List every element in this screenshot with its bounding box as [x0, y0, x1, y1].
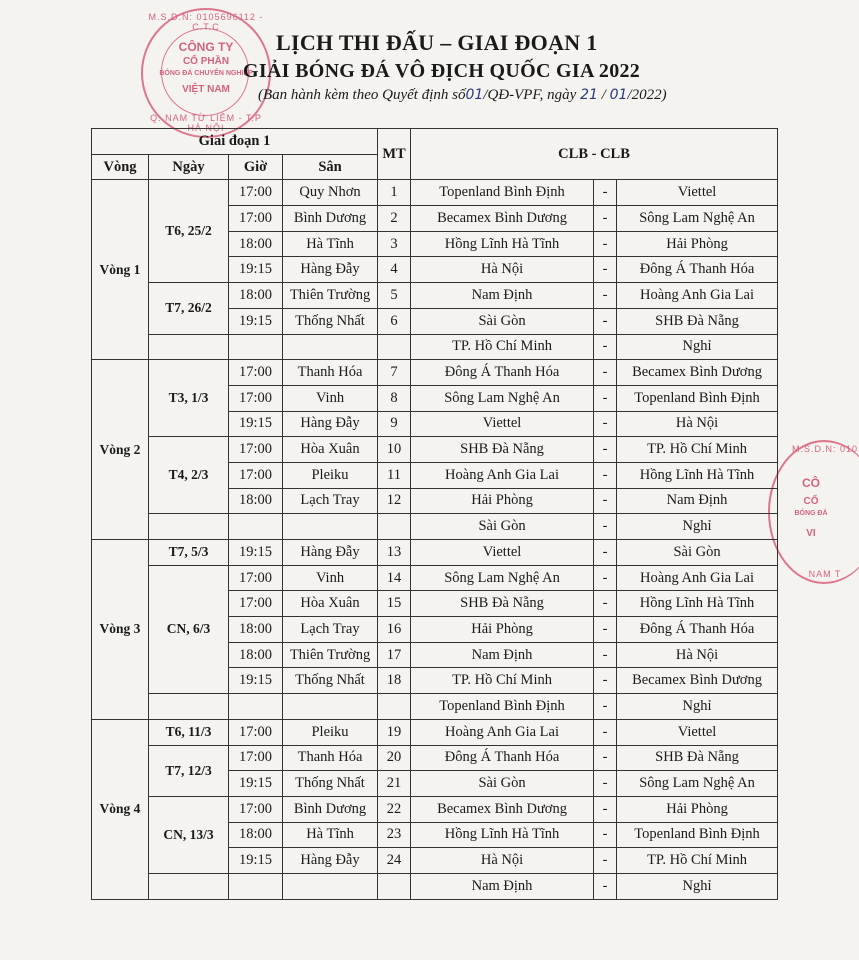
note-separator: /: [597, 87, 610, 103]
match-number: 17: [378, 642, 411, 668]
table-row: [92, 745, 778, 771]
away-team: Topenland Bình Định: [617, 822, 778, 848]
home-team: Sài Gòn: [411, 771, 594, 797]
match-venue: Vinh: [283, 385, 378, 411]
match-time: 18:00: [229, 283, 283, 309]
away-team: Hà Nội: [617, 411, 778, 437]
seal-line-4: VIỆT NAM: [182, 84, 230, 95]
bye-status: Nghỉ: [617, 694, 778, 720]
match-venue: Lạch Tray: [283, 488, 378, 514]
note-prefix: (Ban hành kèm theo Quyết định số: [258, 87, 466, 103]
seal-ring-bottom: Q. NAM TỪ LIÊM - T.P HÀ NỘI: [150, 113, 262, 133]
match-time: 18:00: [229, 231, 283, 257]
match-number: 2: [378, 206, 411, 232]
away-team: Nam Định: [617, 488, 778, 514]
vs-dash: -: [594, 231, 617, 257]
side-seal-ring-bottom: NAM T: [808, 569, 842, 579]
bye-empty-date: [149, 514, 229, 540]
match-date: T4, 2/3: [149, 437, 229, 514]
match-number: 18: [378, 668, 411, 694]
table-row: [92, 565, 778, 591]
bye-empty-mt: [378, 873, 411, 899]
seal-line-3: BÓNG ĐÁ CHUYÊN NGHIỆP: [159, 70, 253, 77]
schedule-table: [91, 128, 778, 900]
note-number-handwritten: 01: [465, 87, 484, 103]
match-time: 17:00: [229, 462, 283, 488]
away-team: Becamex Bình Dương: [617, 668, 778, 694]
match-venue: Bình Dương: [283, 796, 378, 822]
vs-dash: -: [594, 360, 617, 386]
match-number: 11: [378, 462, 411, 488]
home-team: Sông Lam Nghệ An: [411, 385, 594, 411]
note-suffix: /2022): [627, 87, 667, 103]
bye-empty-time: [229, 873, 283, 899]
match-number: 6: [378, 308, 411, 334]
bye-empty-venue: [283, 514, 378, 540]
match-time: 18:00: [229, 617, 283, 643]
match-date: T7, 5/3: [149, 540, 229, 566]
match-venue: Thiên Trường: [283, 642, 378, 668]
side-seal-line-1: CÔ: [802, 476, 820, 490]
home-team: Becamex Bình Dương: [411, 206, 594, 232]
note-day-handwritten: 21: [580, 87, 598, 103]
match-venue: Hàng Đẫy: [283, 411, 378, 437]
match-number: 4: [378, 257, 411, 283]
home-team: Becamex Bình Dương: [411, 796, 594, 822]
match-number: 3: [378, 231, 411, 257]
match-venue: Pleiku: [283, 719, 378, 745]
vs-dash: -: [594, 719, 617, 745]
home-team: Hải Phòng: [411, 617, 594, 643]
bye-empty-mt: [378, 514, 411, 540]
vs-dash: -: [594, 334, 617, 360]
match-number: 5: [378, 283, 411, 309]
table-row: [92, 180, 778, 206]
table-header: [92, 129, 778, 180]
match-number: 1: [378, 180, 411, 206]
away-team: Topenland Bình Định: [617, 385, 778, 411]
vs-dash: -: [594, 462, 617, 488]
vs-dash: -: [594, 514, 617, 540]
vs-dash: -: [594, 642, 617, 668]
home-team: Hải Phòng: [411, 488, 594, 514]
away-team: Đông Á Thanh Hóa: [617, 617, 778, 643]
away-team: Đông Á Thanh Hóa: [617, 257, 778, 283]
home-team: Hà Nội: [411, 257, 594, 283]
bye-empty-venue: [283, 334, 378, 360]
vong-header: Vòng: [92, 154, 149, 180]
match-time: 19:15: [229, 257, 283, 283]
bye-empty-date: [149, 334, 229, 360]
match-venue: Hòa Xuân: [283, 437, 378, 463]
san-header: Sân: [283, 154, 378, 180]
home-team: SHB Đà Nẵng: [411, 437, 594, 463]
side-seal-stamp: [768, 440, 859, 584]
match-venue: Hàng Đẫy: [283, 257, 378, 283]
away-team: Hồng Lĩnh Hà Tĩnh: [617, 591, 778, 617]
vs-dash: -: [594, 180, 617, 206]
match-number: 21: [378, 771, 411, 797]
match-venue: Thiên Trường: [283, 283, 378, 309]
bye-status: Nghỉ: [617, 873, 778, 899]
match-time: 18:00: [229, 642, 283, 668]
match-time: 19:15: [229, 771, 283, 797]
side-seal-line-3: BÓNG ĐÁ: [794, 510, 828, 517]
match-time: 19:15: [229, 848, 283, 874]
vs-dash: -: [594, 745, 617, 771]
document-title: LỊCH THI ĐẤU – GIAI ĐOẠN 1: [276, 30, 598, 55]
away-team: Becamex Bình Dương: [617, 360, 778, 386]
vs-dash: -: [594, 540, 617, 566]
vs-dash: -: [594, 437, 617, 463]
bye-row: [92, 873, 778, 899]
match-number: 7: [378, 360, 411, 386]
match-number: 13: [378, 540, 411, 566]
home-team: Hoàng Anh Gia Lai: [411, 462, 594, 488]
match-venue: Pleiku: [283, 462, 378, 488]
match-date: CN, 13/3: [149, 796, 229, 873]
home-team: Sông Lam Nghệ An: [411, 565, 594, 591]
bye-team: Sài Gòn: [411, 514, 594, 540]
match-venue: Thống Nhất: [283, 308, 378, 334]
away-team: Sông Lam Nghệ An: [617, 771, 778, 797]
vs-dash: -: [594, 385, 617, 411]
home-team: Đông Á Thanh Hóa: [411, 360, 594, 386]
match-venue: Hà Tĩnh: [283, 822, 378, 848]
match-venue: Hàng Đẫy: [283, 540, 378, 566]
vs-dash: -: [594, 617, 617, 643]
bye-team: Nam Định: [411, 873, 594, 899]
match-venue: Bình Dương: [283, 206, 378, 232]
match-venue: Vinh: [283, 565, 378, 591]
away-team: Hà Nội: [617, 642, 778, 668]
vs-dash: -: [594, 591, 617, 617]
match-time: 19:15: [229, 540, 283, 566]
match-number: 22: [378, 796, 411, 822]
round-label: Vòng 3: [92, 540, 149, 720]
bye-team: TP. Hồ Chí Minh: [411, 334, 594, 360]
bye-empty-date: [149, 873, 229, 899]
home-team: Viettel: [411, 411, 594, 437]
side-seal-ring-top: M.S.D.N: 010: [791, 444, 859, 454]
home-team: TP. Hồ Chí Minh: [411, 668, 594, 694]
bye-empty-time: [229, 694, 283, 720]
vs-dash: -: [594, 668, 617, 694]
match-number: 15: [378, 591, 411, 617]
match-time: 17:00: [229, 719, 283, 745]
match-venue: Hàng Đẫy: [283, 848, 378, 874]
bye-empty-mt: [378, 694, 411, 720]
match-number: 12: [378, 488, 411, 514]
table-row: [92, 360, 778, 386]
away-team: Hải Phòng: [617, 796, 778, 822]
document-subtitle: GIẢI BÓNG ĐÁ VÔ ĐỊCH QUỐC GIA 2022: [243, 60, 641, 82]
away-team: Viettel: [617, 719, 778, 745]
table-row: [92, 283, 778, 309]
match-time: 19:15: [229, 668, 283, 694]
match-number: 16: [378, 617, 411, 643]
home-team: Hồng Lĩnh Hà Tĩnh: [411, 231, 594, 257]
vs-dash: -: [594, 308, 617, 334]
vs-dash: -: [594, 283, 617, 309]
gio-header: Giờ: [229, 154, 283, 180]
seal-line-2: CỔ PHẦN: [182, 56, 230, 67]
match-number: 20: [378, 745, 411, 771]
vs-dash: -: [594, 771, 617, 797]
match-venue: Thanh Hóa: [283, 360, 378, 386]
match-time: 17:00: [229, 437, 283, 463]
match-venue: Thống Nhất: [283, 668, 378, 694]
match-time: 17:00: [229, 385, 283, 411]
round-label: Vòng 2: [92, 360, 149, 540]
schedule-body: [92, 180, 778, 899]
home-team: Viettel: [411, 540, 594, 566]
table-row: [92, 796, 778, 822]
round-label: Vòng 1: [92, 180, 149, 360]
match-time: 17:00: [229, 591, 283, 617]
seal-line-1: CÔNG TY: [178, 40, 234, 54]
home-team: Topenland Bình Định: [411, 180, 594, 206]
away-team: SHB Đà Nẵng: [617, 308, 778, 334]
table-row: [92, 540, 778, 566]
bye-row: [92, 334, 778, 360]
match-number: 9: [378, 411, 411, 437]
match-time: 17:00: [229, 745, 283, 771]
match-time: 18:00: [229, 488, 283, 514]
away-team: Hoàng Anh Gia Lai: [617, 283, 778, 309]
vs-dash: -: [594, 411, 617, 437]
match-venue: Thanh Hóa: [283, 745, 378, 771]
match-time: 18:00: [229, 822, 283, 848]
match-time: 19:15: [229, 411, 283, 437]
match-time: 17:00: [229, 180, 283, 206]
clb-header: CLB - CLB: [411, 129, 778, 180]
phase-header: Giai đoạn 1: [92, 129, 378, 155]
match-venue: Thống Nhất: [283, 771, 378, 797]
match-number: 23: [378, 822, 411, 848]
mt-header: MT: [378, 129, 411, 180]
match-venue: Lạch Tray: [283, 617, 378, 643]
match-time: 17:00: [229, 360, 283, 386]
match-venue: Hà Tĩnh: [283, 231, 378, 257]
away-team: Viettel: [617, 180, 778, 206]
bye-status: Nghỉ: [617, 334, 778, 360]
bye-empty-mt: [378, 334, 411, 360]
match-number: 19: [378, 719, 411, 745]
bye-empty-date: [149, 694, 229, 720]
away-team: Hải Phòng: [617, 231, 778, 257]
match-time: 17:00: [229, 565, 283, 591]
match-number: 8: [378, 385, 411, 411]
bye-row: [92, 514, 778, 540]
decision-note: [258, 87, 718, 104]
away-team: TP. Hồ Chí Minh: [617, 848, 778, 874]
match-number: 14: [378, 565, 411, 591]
home-team: Hoàng Anh Gia Lai: [411, 719, 594, 745]
bye-empty-venue: [283, 694, 378, 720]
match-time: 17:00: [229, 206, 283, 232]
match-date: T3, 1/3: [149, 360, 229, 437]
note-month-handwritten: 01: [609, 87, 628, 103]
vs-dash: -: [594, 488, 617, 514]
home-team: Hà Nội: [411, 848, 594, 874]
side-seal-line-4: VI: [806, 528, 816, 539]
table-row: [92, 437, 778, 463]
away-team: Sài Gòn: [617, 540, 778, 566]
away-team: TP. Hồ Chí Minh: [617, 437, 778, 463]
match-venue: Quy Nhơn: [283, 180, 378, 206]
match-number: 10: [378, 437, 411, 463]
home-team: Đông Á Thanh Hóa: [411, 745, 594, 771]
bye-row: [92, 694, 778, 720]
match-venue: Hòa Xuân: [283, 591, 378, 617]
ngay-header: Ngày: [149, 154, 229, 180]
note-mid: /QĐ-VPF, ngày: [483, 87, 577, 103]
vs-dash: -: [594, 822, 617, 848]
bye-empty-time: [229, 334, 283, 360]
vs-dash: -: [594, 257, 617, 283]
document-header: [0, 0, 859, 133]
vs-dash: -: [594, 796, 617, 822]
home-team: Nam Định: [411, 283, 594, 309]
match-date: T7, 26/2: [149, 283, 229, 334]
vs-dash: -: [594, 565, 617, 591]
away-team: SHB Đà Nẵng: [617, 745, 778, 771]
match-time: 19:15: [229, 308, 283, 334]
seal-ring-top: M.S.D.N: 0105696112 - C.T.C: [148, 12, 264, 32]
match-date: T6, 25/2: [149, 180, 229, 283]
vs-dash: -: [594, 848, 617, 874]
away-team: Sông Lam Nghệ An: [617, 206, 778, 232]
home-team: Sài Gòn: [411, 308, 594, 334]
match-number: 24: [378, 848, 411, 874]
round-label: Vòng 4: [92, 719, 149, 899]
home-team: Hồng Lĩnh Hà Tĩnh: [411, 822, 594, 848]
bye-status: Nghỉ: [617, 514, 778, 540]
bye-empty-time: [229, 514, 283, 540]
side-seal-line-2: CỔ: [803, 496, 819, 507]
match-date: T6, 11/3: [149, 719, 229, 745]
match-date: CN, 6/3: [149, 565, 229, 693]
match-date: T7, 12/3: [149, 745, 229, 796]
match-time: 17:00: [229, 796, 283, 822]
bye-empty-venue: [283, 873, 378, 899]
vs-dash: -: [594, 873, 617, 899]
bye-team: Topenland Bình Định: [411, 694, 594, 720]
table-row: [92, 719, 778, 745]
home-team: SHB Đà Nẵng: [411, 591, 594, 617]
away-team: Hoàng Anh Gia Lai: [617, 565, 778, 591]
vs-dash: -: [594, 206, 617, 232]
vs-dash: -: [594, 694, 617, 720]
home-team: Nam Định: [411, 642, 594, 668]
away-team: Hồng Lĩnh Hà Tĩnh: [617, 462, 778, 488]
